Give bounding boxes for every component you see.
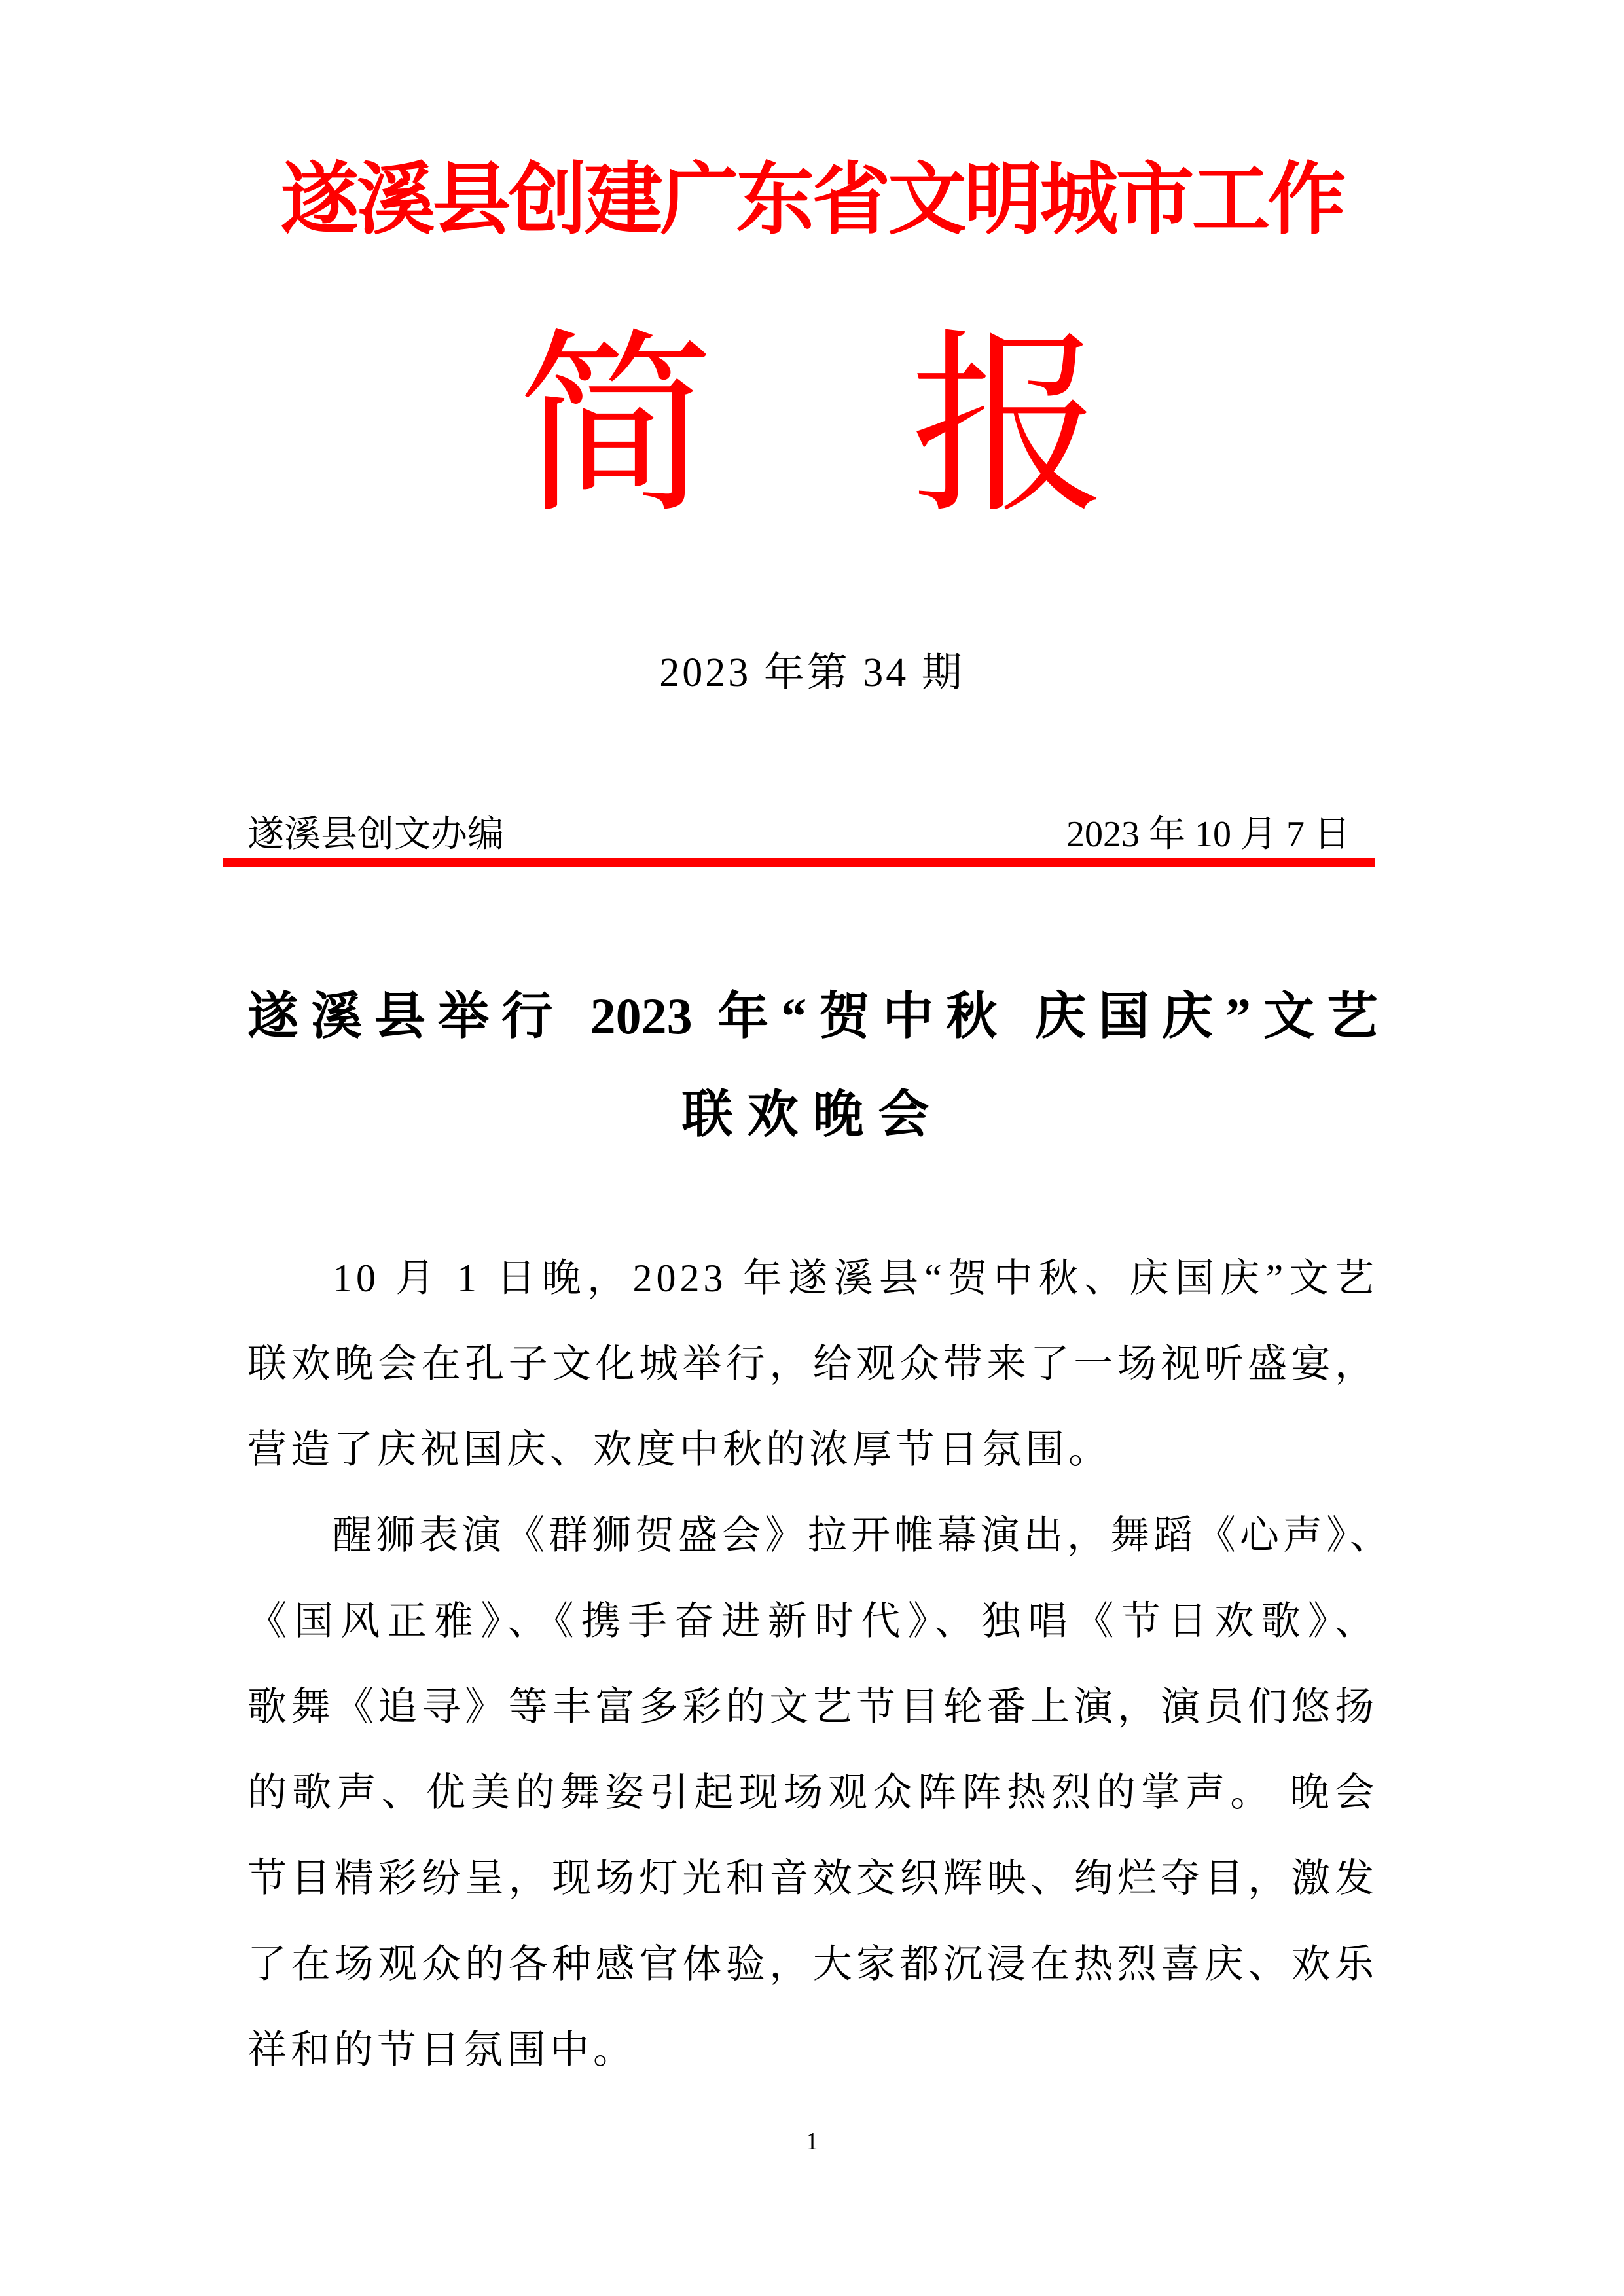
issue-date: 2023 年 10 月 7 日: [1066, 814, 1350, 855]
masthead-meta-row: [247, 812, 1378, 857]
body-line: 的歌声、优美的舞姿引起现场观众阵阵热烈的掌声。 晚会: [247, 1771, 1378, 1814]
masthead-divider-rule: [223, 858, 1375, 867]
body-line: 节目精彩纷呈，现场灯光和音效交织辉映、绚烂夺目，激发: [247, 1857, 1378, 1900]
editor-label: 遂溪县创文办编: [247, 814, 504, 855]
body-line: 祥和的节日氛围中。: [247, 2028, 636, 2072]
body-line: 《国风正雅》、《携手奋进新时代》、独唱《节日欢歌》、: [247, 1600, 1378, 1643]
article-body: [247, 1236, 1393, 2093]
body-line: 10 月 1 日晚，2023 年遂溪县“贺中秋、庆国庆”文艺: [333, 1257, 1378, 1300]
body-line: 醒狮表演《群狮贺盛会》拉开帷幕演出，舞蹈《心声》、: [333, 1514, 1393, 1557]
body-line: 营造了庆祝国庆、欢度中秋的浓厚节日氛围。: [247, 1428, 1111, 1471]
body-line: 歌舞《追寻》等丰富多彩的文艺节目轮番上演，演员们悠扬: [247, 1685, 1378, 1729]
article-title-line-2: 联欢晚会: [681, 1086, 944, 1143]
masthead-bulletin-title: 简 报: [517, 319, 1107, 536]
article-title-line-1: 遂溪县举行 2023 年“贺中秋 庆国庆”文艺: [247, 988, 1378, 1045]
issue-number: 2023 年第 34 期: [659, 651, 965, 695]
article-title: [247, 967, 1378, 1164]
masthead-org-title: 遂溪县创建广东省文明城市工作: [280, 156, 1344, 243]
body-line: 了在场观众的各种感官体验，大家都沉浸在热烈喜庆、欢乐: [247, 1943, 1378, 1986]
body-line: 联欢晚会在孔子文化城举行，给观众带来了一场视听盛宴，: [247, 1342, 1378, 1386]
page-number: 1: [806, 2128, 818, 2155]
